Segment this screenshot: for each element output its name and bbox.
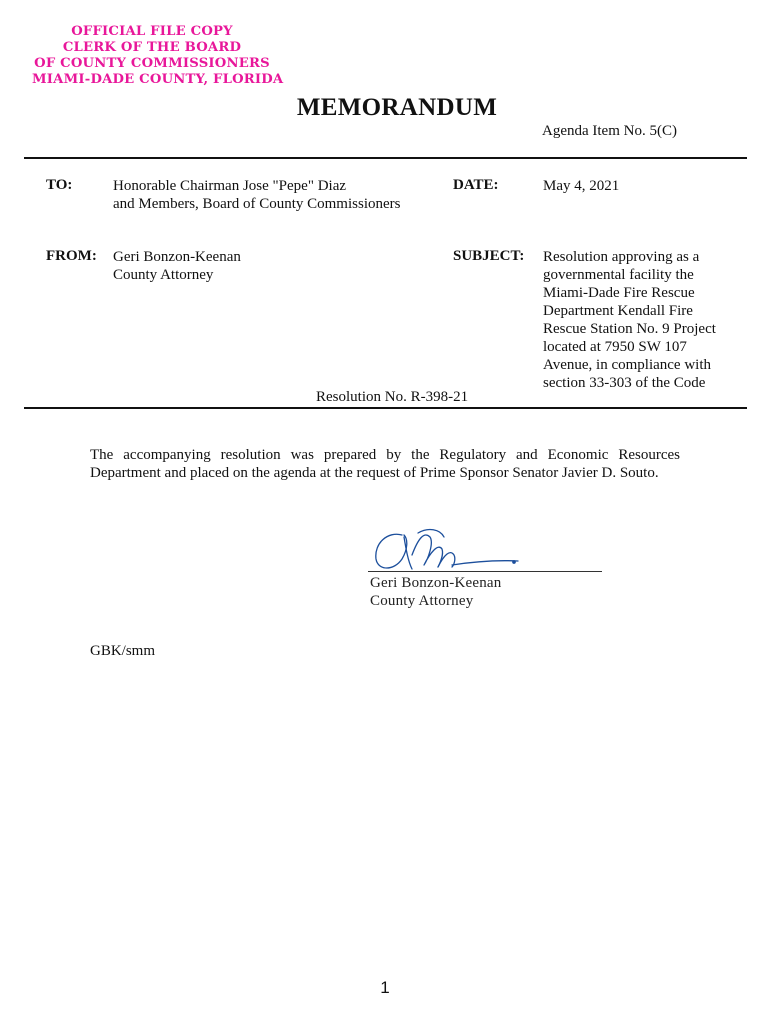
subject-line: Avenue, in compliance with — [543, 357, 712, 373]
subject-line: section 33-303 of the Code — [543, 375, 706, 391]
memo-date: May 4, 2021 — [543, 178, 620, 194]
header-top-rule — [24, 157, 747, 159]
agenda-item-number: Agenda Item No. 5(C) — [542, 123, 677, 139]
stamp-line: MIAMI-DADE COUNTY, FLORIDA — [32, 72, 284, 87]
signature-line — [368, 571, 602, 572]
from-line: County Attorney — [113, 267, 214, 283]
resolution-number: Resolution No. R-398-21 — [316, 389, 469, 405]
signatory-name: Geri Bonzon-Keenan — [370, 575, 502, 591]
body-line: The accompanying resolution was prepared by the Regulatory and Economic Resources — [90, 447, 680, 463]
signatory-title: County Attorney — [370, 593, 474, 609]
subject-text — [543, 248, 733, 392]
stamp-line: OFFICIAL FILE COPY — [71, 24, 233, 39]
page-number: 1 — [380, 978, 390, 997]
date-label: DATE: — [453, 177, 499, 193]
subject-line: Department Kendall Fire — [543, 303, 693, 319]
handwritten-signature — [368, 525, 608, 577]
signature-block — [370, 574, 501, 610]
to-recipients — [113, 177, 400, 213]
subject-line: governmental facility the — [543, 267, 694, 283]
to-line: Honorable Chairman Jose "Pepe" Diaz — [113, 178, 347, 194]
stamp-line: CLERK OF THE BOARD — [62, 40, 242, 55]
reference-initials: GBK/smm — [90, 643, 156, 659]
body-line: Department and placed on the agenda at the request of Prime Sponsor Senator Javier D. Souto. — [90, 465, 659, 481]
subject-line: Miami-Dade Fire Rescue — [543, 285, 695, 301]
to-line: and Members, Board of County Commissioners — [113, 196, 401, 212]
from-sender — [113, 248, 241, 284]
subject-line: Resolution approving as a — [543, 249, 700, 265]
header-bottom-rule — [24, 407, 747, 409]
to-label: TO: — [46, 177, 73, 193]
body-paragraph — [90, 446, 680, 482]
subject-line: located at 7950 SW 107 — [543, 339, 687, 355]
from-label: FROM: — [46, 248, 97, 264]
subject-line: Rescue Station No. 9 Project — [543, 321, 716, 337]
stamp-line: OF COUNTY COMMISSIONERS — [34, 56, 270, 71]
from-line: Geri Bonzon-Keenan — [113, 249, 241, 265]
official-file-copy-stamp — [32, 24, 284, 88]
memo-title: MEMORANDUM — [296, 94, 498, 121]
subject-label: SUBJECT: — [453, 248, 525, 264]
